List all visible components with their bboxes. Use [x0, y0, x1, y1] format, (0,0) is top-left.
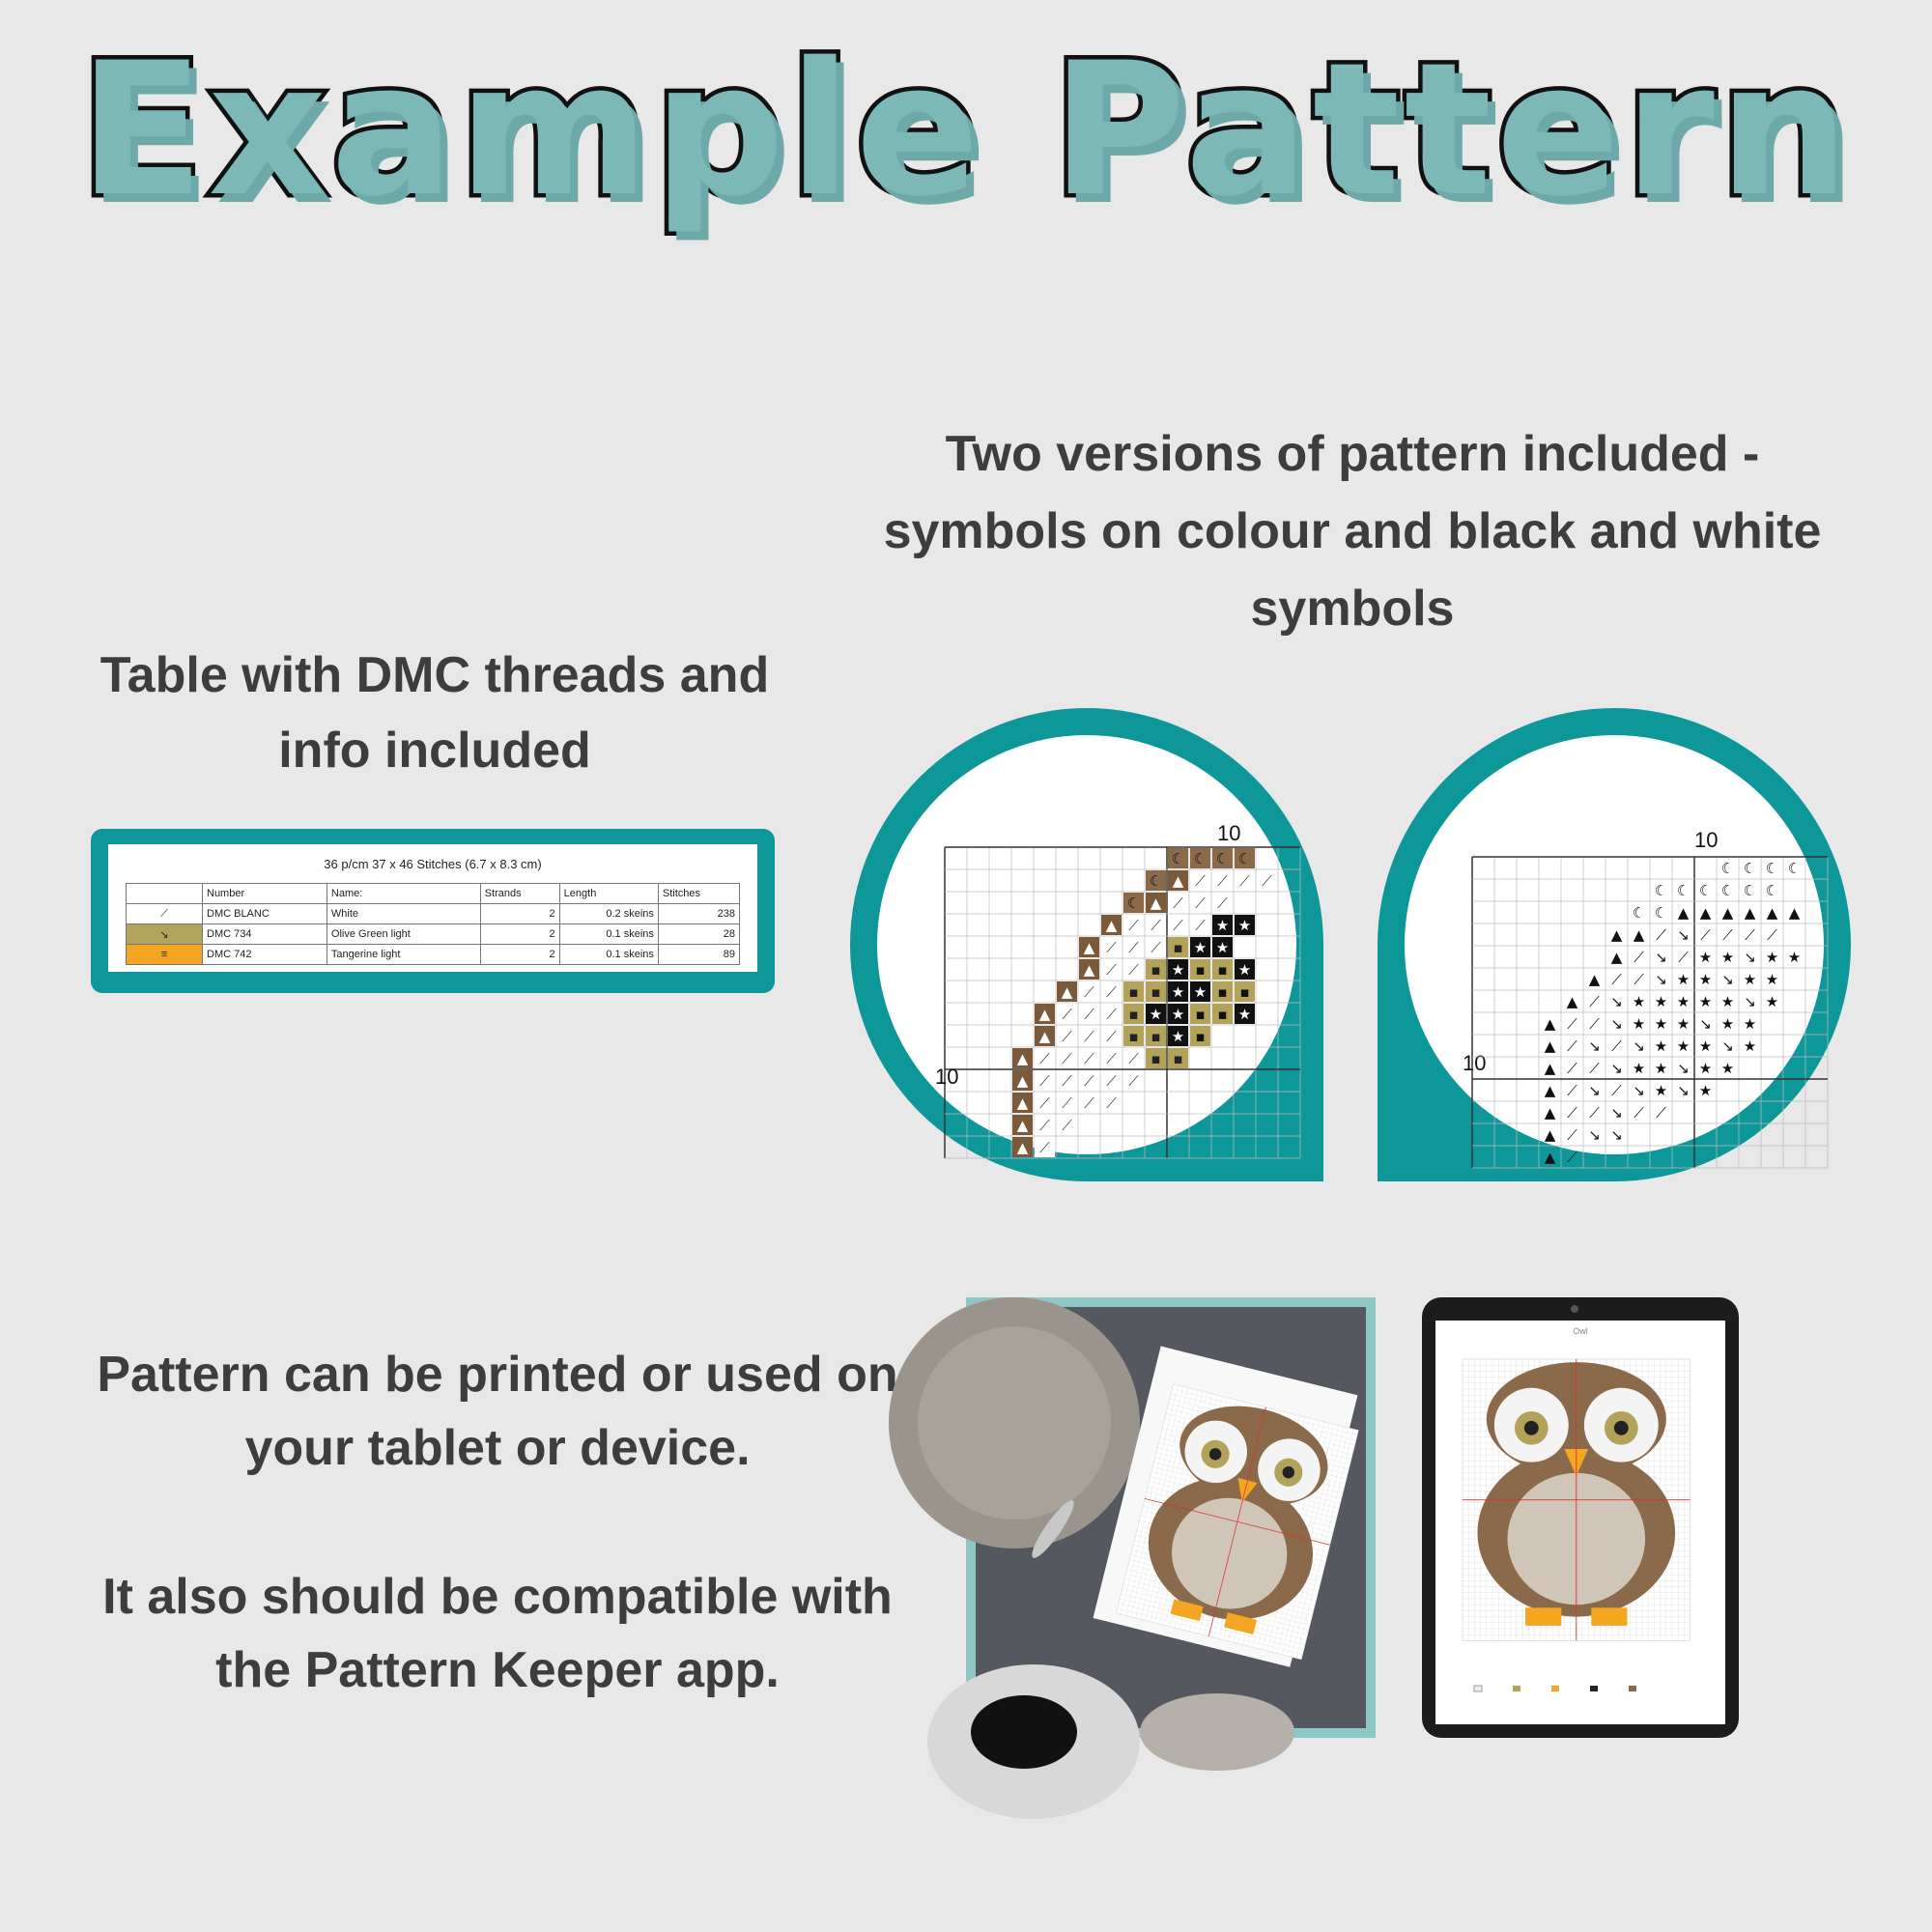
svg-text:▲: ▲ — [1610, 926, 1623, 944]
thread-table-caption: 36 p/cm 37 x 46 Stitches (6.7 x 8.3 cm) — [324, 857, 542, 871]
svg-text:⟋: ⟋ — [1039, 1072, 1050, 1090]
svg-text:▪: ▪ — [1128, 983, 1139, 1001]
tablet-pattern-title: Owl — [1573, 1326, 1588, 1336]
svg-text:⟋: ⟋ — [1589, 993, 1600, 1010]
svg-text:▪: ▪ — [1151, 983, 1161, 1001]
svg-text:⟋: ⟋ — [1700, 926, 1711, 944]
svg-text:⟋: ⟋ — [1084, 1006, 1094, 1023]
svg-text:★: ★ — [1149, 1006, 1163, 1023]
svg-text:⟋: ⟋ — [1239, 872, 1250, 890]
svg-text:★: ★ — [1676, 971, 1690, 988]
table-row — [127, 945, 740, 965]
svg-text:⟋: ⟋ — [1062, 1028, 1072, 1045]
svg-text:↘: ↘ — [1677, 1060, 1690, 1077]
svg-text:⟋: ⟋ — [1062, 1094, 1072, 1112]
svg-text:⟋: ⟋ — [1589, 1015, 1600, 1033]
svg-text:▪: ▪ — [1151, 1028, 1161, 1045]
svg-text:⟋: ⟋ — [1084, 1094, 1094, 1112]
svg-text:▲: ▲ — [1633, 926, 1645, 944]
svg-text:▪: ▪ — [1195, 1006, 1206, 1023]
svg-text:▲: ▲ — [1766, 904, 1778, 922]
svg-text:★: ★ — [1654, 1037, 1668, 1055]
table-header: Name: — [327, 884, 480, 904]
svg-text:☾: ☾ — [1193, 850, 1208, 867]
svg-text:▲: ▲ — [1544, 1082, 1556, 1099]
thread-length: 0.2 skeins — [559, 904, 658, 924]
svg-text:▪: ▪ — [1151, 961, 1161, 979]
svg-text:▲: ▲ — [1699, 904, 1712, 922]
thread-number: DMC BLANC — [203, 904, 327, 924]
svg-text:⟋: ⟋ — [1567, 1037, 1577, 1055]
svg-text:★: ★ — [1720, 1060, 1735, 1077]
svg-text:★: ★ — [1676, 1015, 1690, 1033]
svg-text:★: ★ — [1632, 1060, 1646, 1077]
svg-text:▪: ▪ — [1195, 961, 1206, 979]
svg-text:☾: ☾ — [1720, 882, 1735, 899]
tablet-device — [1422, 1297, 1739, 1738]
svg-text:☾: ☾ — [1676, 882, 1690, 899]
thread-stitches: 28 — [658, 924, 739, 945]
row-number-label: 10 — [935, 1065, 959, 1089]
svg-text:↘: ↘ — [1677, 926, 1690, 944]
print-caption: Pattern can be printed or used on your tablet or device. — [97, 1347, 898, 1476]
thread-length: 0.1 skeins — [559, 924, 658, 945]
column-number-label: 10 — [1217, 821, 1241, 845]
svg-text:★: ★ — [1765, 971, 1779, 988]
bw-chart-zoom — [1405, 735, 1824, 1166]
svg-text:▲: ▲ — [1566, 993, 1578, 1010]
svg-text:⟋: ⟋ — [1567, 1082, 1577, 1099]
svg-text:☾: ☾ — [1632, 904, 1646, 922]
svg-text:▲: ▲ — [1083, 961, 1095, 979]
svg-text:▪: ▪ — [1217, 961, 1228, 979]
svg-text:⟋: ⟋ — [1084, 1072, 1094, 1090]
svg-text:▲: ▲ — [1544, 1060, 1556, 1077]
svg-text:⟋: ⟋ — [1106, 1006, 1117, 1023]
svg-text:⟋: ⟋ — [1656, 1104, 1666, 1122]
svg-text:↘: ↘ — [1677, 1082, 1690, 1099]
svg-text:★: ★ — [1193, 939, 1208, 956]
svg-text:☾: ☾ — [1654, 882, 1668, 899]
svg-text:⟋: ⟋ — [1084, 1028, 1094, 1045]
colour-symbol-chart — [877, 735, 1296, 1154]
svg-text:⟋: ⟋ — [1173, 895, 1183, 912]
svg-text:⟋: ⟋ — [1195, 872, 1206, 890]
svg-text:★: ★ — [1215, 917, 1230, 934]
svg-text:⟋: ⟋ — [1039, 1117, 1050, 1134]
svg-text:▲: ▲ — [1721, 904, 1734, 922]
svg-text:★: ★ — [1654, 1082, 1668, 1099]
svg-text:⟋: ⟋ — [1656, 926, 1666, 944]
svg-text:⟋: ⟋ — [1128, 961, 1139, 979]
svg-text:▲: ▲ — [1544, 1149, 1556, 1166]
svg-text:⟋: ⟋ — [1745, 926, 1755, 944]
thread-stitches: 238 — [658, 904, 739, 924]
svg-text:★: ★ — [1720, 1015, 1735, 1033]
pattern-keeper-caption: It also should be compatible with the Pattern Keeper app. — [102, 1569, 893, 1698]
svg-text:★: ★ — [1632, 1015, 1646, 1033]
svg-text:★: ★ — [1743, 1037, 1757, 1055]
table-header-row — [127, 884, 740, 904]
svg-text:⟋: ⟋ — [1106, 1094, 1117, 1112]
svg-text:⟋: ⟋ — [1106, 961, 1117, 979]
svg-text:⟋: ⟋ — [1217, 895, 1228, 912]
svg-text:☾: ☾ — [1215, 850, 1230, 867]
svg-text:⟋: ⟋ — [1039, 1139, 1050, 1156]
svg-text:★: ★ — [1171, 961, 1185, 979]
thread-length: 0.1 skeins — [559, 945, 658, 965]
svg-text:↘: ↘ — [1610, 1126, 1623, 1144]
svg-text:★: ★ — [1171, 1028, 1185, 1045]
svg-text:⟋: ⟋ — [1106, 983, 1117, 1001]
svg-text:★: ★ — [1193, 983, 1208, 1001]
tablet-pattern — [1435, 1321, 1725, 1724]
svg-text:★: ★ — [1698, 1082, 1713, 1099]
svg-text:▪: ▪ — [1128, 1028, 1139, 1045]
svg-text:▲: ▲ — [1083, 939, 1095, 956]
svg-text:▲: ▲ — [1677, 904, 1690, 922]
svg-text:★: ★ — [1676, 1037, 1690, 1055]
svg-text:★: ★ — [1654, 993, 1668, 1010]
svg-text:⟋: ⟋ — [1106, 1050, 1117, 1067]
svg-text:⟋: ⟋ — [1611, 1037, 1622, 1055]
svg-text:▲: ▲ — [1105, 917, 1118, 934]
svg-text:▲: ▲ — [1610, 949, 1623, 966]
svg-text:⟋: ⟋ — [1106, 939, 1117, 956]
svg-text:★: ★ — [1698, 993, 1713, 1010]
svg-text:▲: ▲ — [1544, 1126, 1556, 1144]
svg-text:⟋: ⟋ — [1767, 926, 1777, 944]
svg-text:⟋: ⟋ — [1151, 939, 1161, 956]
svg-text:★: ★ — [1237, 1006, 1252, 1023]
svg-text:⟋: ⟋ — [1039, 1050, 1050, 1067]
svg-text:↘: ↘ — [1588, 1126, 1601, 1144]
column-number-label: 10 — [1694, 828, 1719, 852]
svg-text:⟋: ⟋ — [1128, 1072, 1139, 1090]
bw-symbol-chart — [1405, 735, 1824, 1166]
svg-text:▲: ▲ — [1016, 1139, 1029, 1156]
svg-text:↘: ↘ — [1721, 1037, 1734, 1055]
svg-text:☾: ☾ — [1765, 882, 1779, 899]
bw-chart-bubble — [1378, 708, 1851, 1181]
svg-text:↘: ↘ — [1610, 1060, 1623, 1077]
svg-text:⟋: ⟋ — [1062, 1050, 1072, 1067]
svg-text:▲: ▲ — [1544, 1015, 1556, 1033]
svg-text:★: ★ — [1237, 917, 1252, 934]
table-row — [127, 904, 740, 924]
svg-text:⟋: ⟋ — [1151, 917, 1161, 934]
svg-text:▲: ▲ — [1788, 904, 1801, 922]
table-header: Length — [559, 884, 658, 904]
svg-text:⟋: ⟋ — [1262, 872, 1272, 890]
svg-text:▲: ▲ — [1038, 1006, 1051, 1023]
svg-text:☾: ☾ — [1743, 860, 1757, 877]
table-header: Stitches — [658, 884, 739, 904]
svg-text:★: ★ — [1676, 993, 1690, 1010]
svg-text:⟋: ⟋ — [1084, 983, 1094, 1001]
svg-text:★: ★ — [1171, 983, 1185, 1001]
svg-text:▲: ▲ — [1744, 904, 1756, 922]
thread-name: Tangerine light — [327, 945, 480, 965]
svg-text:★: ★ — [1787, 949, 1802, 966]
svg-text:★: ★ — [1720, 949, 1735, 966]
svg-text:⟋: ⟋ — [1128, 1050, 1139, 1067]
svg-text:★: ★ — [1171, 1006, 1185, 1023]
svg-text:★: ★ — [1215, 939, 1230, 956]
svg-text:★: ★ — [1743, 971, 1757, 988]
svg-text:★: ★ — [1654, 1015, 1668, 1033]
svg-text:⟋: ⟋ — [1106, 1028, 1117, 1045]
svg-text:⟋: ⟋ — [1106, 1072, 1117, 1090]
svg-text:⟋: ⟋ — [1062, 1117, 1072, 1134]
table-row — [127, 924, 740, 945]
table-caption: Table with DMC threads and info included — [99, 647, 770, 779]
svg-text:▪: ▪ — [1217, 1006, 1228, 1023]
svg-text:▪: ▪ — [1195, 1028, 1206, 1045]
svg-text:⟋: ⟋ — [1128, 939, 1139, 956]
svg-text:↘: ↘ — [1633, 1037, 1645, 1055]
svg-text:★: ★ — [1698, 1037, 1713, 1055]
svg-text:▲: ▲ — [1588, 971, 1601, 988]
svg-text:▪: ▪ — [1217, 983, 1228, 1001]
svg-text:⟋: ⟋ — [1084, 1050, 1094, 1067]
svg-text:⟋: ⟋ — [1634, 949, 1644, 966]
camera-icon — [1571, 1305, 1578, 1313]
svg-text:☾: ☾ — [1787, 860, 1802, 877]
svg-text:★: ★ — [1698, 1060, 1713, 1077]
svg-text:↘: ↘ — [1610, 993, 1623, 1010]
thread-symbol: ↘ — [127, 924, 203, 945]
thread-number: DMC 734 — [203, 924, 327, 945]
thread-stitches: 89 — [658, 945, 739, 965]
svg-text:⟋: ⟋ — [1217, 872, 1228, 890]
tablet-screen — [1435, 1321, 1725, 1724]
table-header: Strands — [480, 884, 559, 904]
page-title: Example Pattern — [78, 23, 1854, 237]
svg-text:↘: ↘ — [1588, 1082, 1601, 1099]
svg-text:▲: ▲ — [1016, 1117, 1029, 1134]
svg-text:⟋: ⟋ — [1195, 895, 1206, 912]
svg-text:⟋: ⟋ — [1589, 1104, 1600, 1122]
svg-text:☾: ☾ — [1126, 895, 1141, 912]
svg-text:☾: ☾ — [1654, 904, 1668, 922]
thread-number: DMC 742 — [203, 945, 327, 965]
svg-text:↘: ↘ — [1721, 971, 1734, 988]
svg-text:▲: ▲ — [1544, 1037, 1556, 1055]
svg-text:▲: ▲ — [1016, 1072, 1029, 1090]
svg-text:★: ★ — [1743, 1015, 1757, 1033]
svg-text:⟋: ⟋ — [1039, 1094, 1050, 1112]
svg-text:★: ★ — [1698, 971, 1713, 988]
thread-name: White — [327, 904, 480, 924]
photo-illustration — [976, 1307, 1366, 1728]
svg-text:⟋: ⟋ — [1722, 926, 1733, 944]
svg-text:↘: ↘ — [1588, 1037, 1601, 1055]
svg-text:↘: ↘ — [1655, 949, 1667, 966]
svg-text:▪: ▪ — [1239, 983, 1250, 1001]
svg-text:↘: ↘ — [1655, 971, 1667, 988]
svg-text:↘: ↘ — [1610, 1104, 1623, 1122]
thread-table — [126, 883, 740, 965]
svg-text:↘: ↘ — [1744, 993, 1756, 1010]
svg-text:⟋: ⟋ — [1567, 1060, 1577, 1077]
thread-name: Olive Green light — [327, 924, 480, 945]
svg-text:★: ★ — [1654, 1060, 1668, 1077]
printed-pattern-photo — [976, 1307, 1366, 1728]
svg-text:★: ★ — [1237, 961, 1252, 979]
svg-text:↘: ↘ — [1699, 1015, 1712, 1033]
thread-strands: 2 — [480, 924, 559, 945]
svg-text:★: ★ — [1765, 949, 1779, 966]
svg-text:⟋: ⟋ — [1567, 1149, 1577, 1166]
svg-text:▪: ▪ — [1151, 1050, 1161, 1067]
svg-text:▲: ▲ — [1172, 872, 1184, 890]
svg-text:☾: ☾ — [1743, 882, 1757, 899]
table-header — [127, 884, 203, 904]
thread-symbol: ⟋ — [127, 904, 203, 924]
svg-text:⟋: ⟋ — [1678, 949, 1689, 966]
svg-text:▲: ▲ — [1150, 895, 1162, 912]
svg-text:⟋: ⟋ — [1062, 1006, 1072, 1023]
svg-text:⟋: ⟋ — [1567, 1126, 1577, 1144]
svg-text:▲: ▲ — [1038, 1028, 1051, 1045]
colour-chart-zoom — [877, 735, 1296, 1154]
svg-text:☾: ☾ — [1171, 850, 1185, 867]
svg-text:★: ★ — [1632, 993, 1646, 1010]
svg-text:▲: ▲ — [1016, 1050, 1029, 1067]
svg-text:⟋: ⟋ — [1195, 917, 1206, 934]
svg-text:☾: ☾ — [1720, 860, 1735, 877]
table-header: Number — [203, 884, 327, 904]
svg-text:▲: ▲ — [1544, 1104, 1556, 1122]
stone — [1140, 1693, 1294, 1771]
svg-text:⟋: ⟋ — [1634, 1104, 1644, 1122]
svg-text:↘: ↘ — [1610, 1015, 1623, 1033]
svg-text:★: ★ — [1765, 993, 1779, 1010]
svg-text:↘: ↘ — [1744, 949, 1756, 966]
svg-text:⟋: ⟋ — [1634, 971, 1644, 988]
thread-table-card — [91, 829, 775, 993]
svg-text:★: ★ — [1720, 993, 1735, 1010]
svg-text:▪: ▪ — [1173, 939, 1183, 956]
colour-chart-bubble — [850, 708, 1323, 1181]
row-number-label: 10 — [1463, 1051, 1487, 1075]
svg-text:☾: ☾ — [1149, 872, 1163, 890]
svg-text:★: ★ — [1698, 949, 1713, 966]
versions-caption: Two versions of pattern included - symbols on colour and black and white symbols — [883, 426, 1822, 637]
svg-text:⟋: ⟋ — [1611, 1082, 1622, 1099]
svg-text:▪: ▪ — [1173, 1050, 1183, 1067]
svg-text:▲: ▲ — [1061, 983, 1073, 1001]
svg-text:▪: ▪ — [1128, 1006, 1139, 1023]
svg-text:⟋: ⟋ — [1173, 917, 1183, 934]
svg-text:☾: ☾ — [1237, 850, 1252, 867]
svg-text:↘: ↘ — [1633, 1082, 1645, 1099]
svg-text:⟋: ⟋ — [1567, 1015, 1577, 1033]
thread-strands: 2 — [480, 904, 559, 924]
svg-text:☾: ☾ — [1765, 860, 1779, 877]
svg-text:☾: ☾ — [1698, 882, 1713, 899]
svg-text:⟋: ⟋ — [1589, 1060, 1600, 1077]
thread-symbol: ≡ — [127, 945, 203, 965]
svg-text:⟋: ⟋ — [1611, 971, 1622, 988]
thread-strands: 2 — [480, 945, 559, 965]
svg-text:▲: ▲ — [1016, 1094, 1029, 1112]
svg-text:⟋: ⟋ — [1567, 1104, 1577, 1122]
printed-pattern-photo-frame — [966, 1297, 1376, 1738]
svg-text:⟋: ⟋ — [1128, 917, 1139, 934]
svg-text:⟋: ⟋ — [1062, 1072, 1072, 1090]
